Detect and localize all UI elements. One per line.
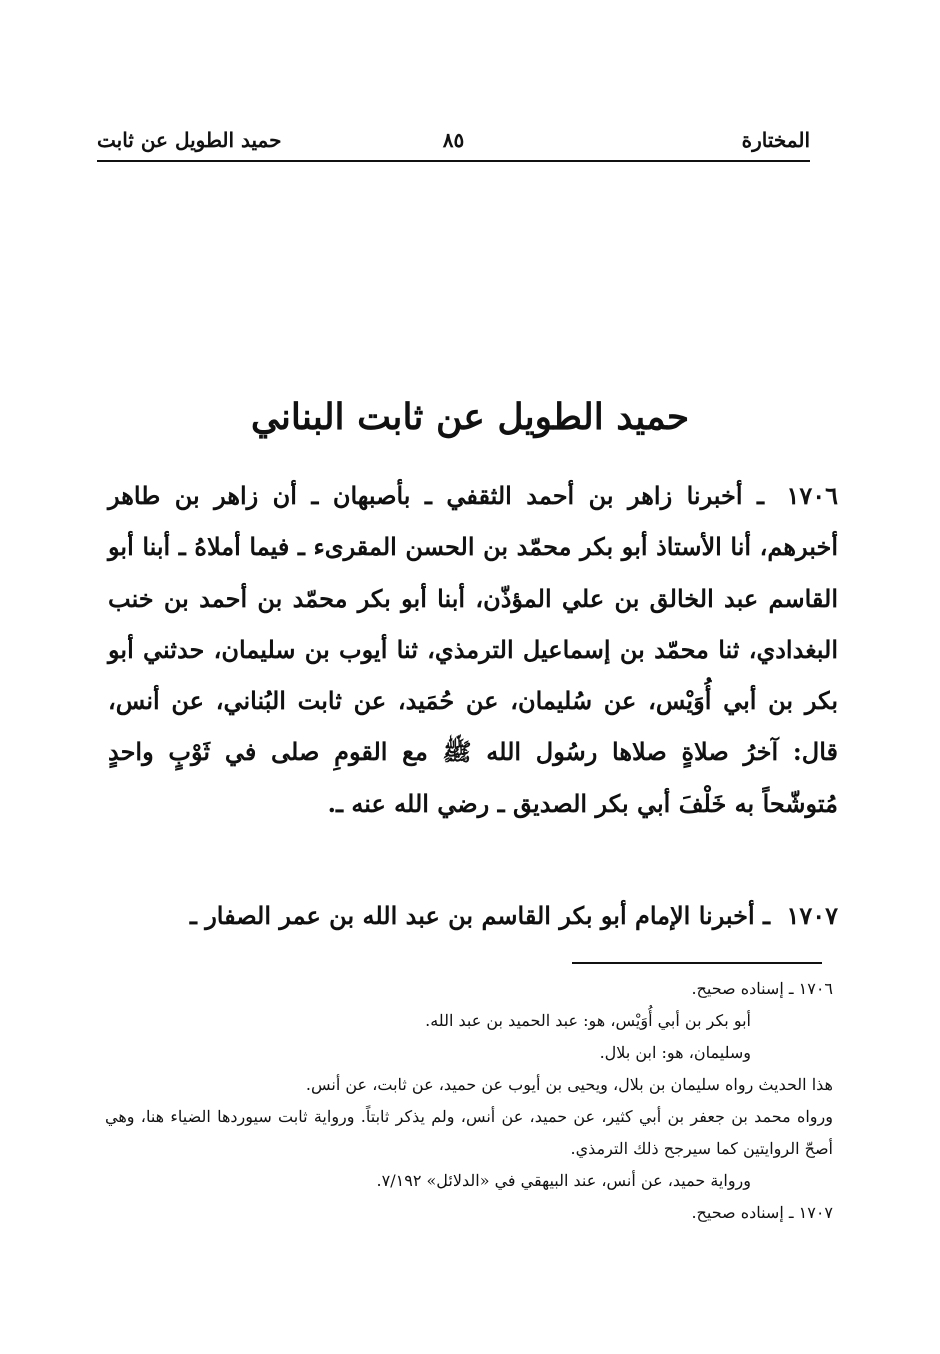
header-book-title: المختارة [741,128,810,152]
hadith-text: ـ أخبرنا زاهر بن أحمد الثقفي ـ بأصبهان ـ أن زاهر بن طاهر أخبرهم، أنا الأستاذ أبو بكر محمّد بن الحسن المقرىء ـ فيما أملاهُ ـ أبنا أبو القاسم عبد الخالق بن علي المؤذّن، أبنا أبو بكر محمّد بن أحمد بن خنب البغدادي، ثنا محمّد بن إسماعيل الترمذي، ثنا أيوب بن سليمان، حدثني أبو بكر بن أبي أُوَيْس، عن سُليمان، عن حُمَيد، عن ثابت البُناني، عن أنس، قال: آخرُ صلاةٍ صلاها رسُول الله ﷺ مع القومِ صلى في ثَوْبٍ واحدٍ مُتوشّحاً به خَلْفَ أبي بكر الصديق ـ رضي الله عنه ـ. [108,481,839,818]
hadith-text: ـ أخبرنا الإمام أبو بكر القاسم بن عبد الله بن عمر الصفار ـ [189,901,771,930]
hadith-1706 [108,470,838,829]
header-rule [97,160,810,162]
hadith-number: ١٧٠٧ [786,901,838,930]
footnote-line: أبو بكر بن أبي أُوَيْس، هو: عبد الحميد بن عبد الله. [425,1011,751,1030]
chapter-title: حميد الطويل عن ثابت البناني [250,396,690,438]
page-header [97,128,810,158]
footnote-rule [572,962,822,964]
footnote-1707-head: ١٧٠٧ ـ إسناده صحيح. [691,1203,833,1222]
footnote-1706-head: ١٧٠٦ ـ إسناده صحيح. [691,979,833,998]
hadith-1707 [108,890,838,941]
footnote-line: وسليمان، هو: ابن بلال. [599,1043,751,1062]
footnote-line: هذا الحديث رواه سليمان بن بلال، ويحيى بن أيوب عن حميد، عن ثابت، عن أنس. [305,1075,833,1094]
hadith-number: ١٧٠٦ [786,481,838,510]
footnote-line: ورواية حميد، عن أنس، عند البيهقي في «الدلائل» ٧/١٩٢. [376,1171,751,1190]
header-chapter-title: حميد الطويل عن ثابت [97,128,282,152]
page-number: ٨٥ [442,128,465,152]
footnote-line: ورواه محمد بن جعفر بن أبي كثير، عن حميد، عن أنس، ولم يذكر ثابتاً. ورواية ثابت سيوردها الضياء هنا، وهي أصحّ الروايتين كما سيرجح ذلك الترمذي. [105,1107,833,1158]
footnotes [105,973,833,1229]
